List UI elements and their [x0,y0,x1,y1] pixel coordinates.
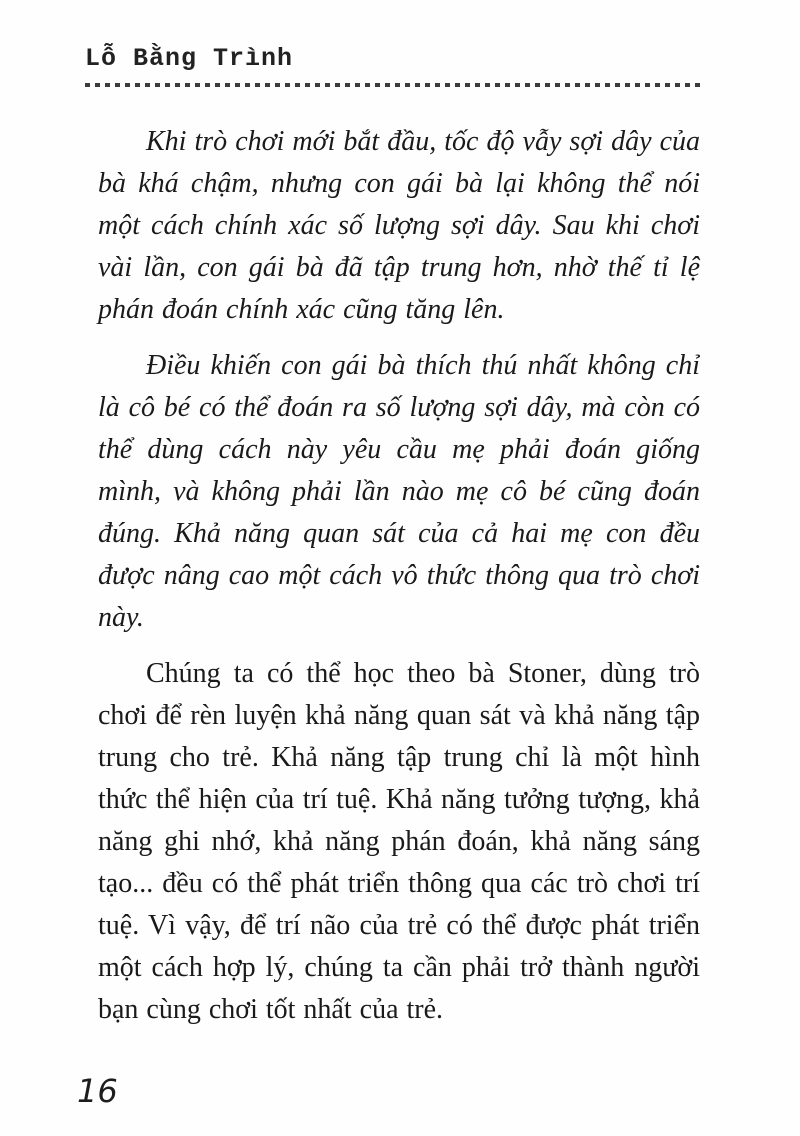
header-author-name: Lỗ Bằng Trình [85,44,294,73]
paragraph-3: Chúng ta có thể học theo bà Stoner, dùng trò chơi để rèn luyện khả năng quan sát và khả năng tập trung cho trẻ. Khả năng tập trung chỉ là một hình thức thể hiện của trí tuệ. Khả năng tưởng tượng, khả năng ghi nhớ, khả năng phán đoán, khả năng sáng tạo... đều có thể phát triển thông qua các trò chơi trí tuệ. Vì vậy, để trí não của trẻ có thể được phát triển một cách hợp lý, chúng ta cần phải trở thành người bạn cùng chơi tốt nhất của trẻ. [98,658,700,1025]
header-divider [85,83,700,87]
body-text-block [98,121,700,1045]
paragraph-2: Điều khiến con gái bà thích thú nhất không chỉ là cô bé có thể đoán ra số lượng sợi dây, mà còn có thể dùng cách này yêu cầu mẹ phải đoán giống mình, và không phải lần nào mẹ cô bé cũng đoán đúng. Khả năng quan sát của cả hai mẹ con đều được nâng cao một cách vô thức thông qua trò chơi này. [98,350,700,633]
running-header [85,44,700,87]
paragraph-1: Khi trò chơi mới bắt đầu, tốc độ vẫy sợi dây của bà khá chậm, nhưng con gái bà lại không thể nói một cách chính xác số lượng sợi dây. Sau khi chơi vài lần, con gái bà đã tập trung hơn, nhờ thế tỉ lệ phán đoán chính xác cũng tăng lên. [98,126,700,325]
page-number: 16 [77,1072,118,1110]
